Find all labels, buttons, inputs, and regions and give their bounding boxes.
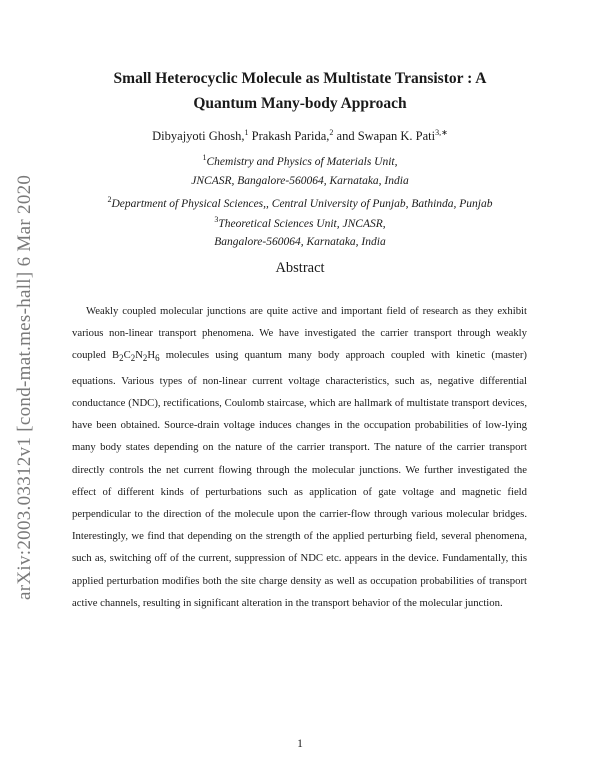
abstract-text-1: Weakly coupled molecular junctions are quite active and important field of research as they exhibit various non-linear transport phenomena. We have investigated the carrier transport through weakly coupled B: [72, 305, 527, 362]
affiliation-2-line-1: Department of Physical Sciences,, Central University of Punjab, Bathinda, Punjab: [111, 197, 493, 210]
abstract-text-2: molecules using quantum many body approach coupled with kinetic (master) equations. Various types of non-linear current voltage characteristics, such as, negative differential conductance (NDC), rectifications, Coulomb staircase, which are hallmark of multistate transport devices, have been obtained. Source-drain voltage induces changes in the occupation probabilities of low-lying many body states depending on the nature of the carrier transport. The nature of the carrier transport directly controls the net current flowing through the molecular junctions. We further investigated the effect of different kinds of perturbations such as application of gate voltage and magnetic field perpendicular to the direction of the molecule upon the carrier-flow through various molecular bridges. Interestingly, we find that depending on the strength of the applied perturbing field, several phenomena, such as, switching off of the current, suppression of NDC etc. appears in the device. Fundamentally, this applied perturbation modifies both the site charge density as well as occupation probabilities of transport active channels, resulting in significant alteration in the transport behavior of the molecular junction.: [72, 349, 527, 609]
page-number: 1: [297, 738, 303, 750]
formula-sub-c: 2: [130, 353, 136, 364]
affiliation-3-line-2: Bangalore-560064, Karnataka, India: [214, 236, 386, 248]
arxiv-stamp: arXiv:2003.03312v1 [cond-mat.mes-hall] 6 Mar 2020: [14, 174, 35, 600]
formula-c: C: [123, 349, 131, 362]
author-1: Dibyajyoti Ghosh,: [152, 129, 245, 144]
affiliation-1-line-1: Chemistry and Physics of Materials Unit,: [206, 155, 398, 168]
affiliation-2-mark: 2: [107, 195, 112, 204]
affiliation-1-line-2: JNCASR, Bangalore-560064, Karnataka, India: [191, 175, 409, 187]
authors: [0, 128, 600, 144]
affiliation-3: [0, 215, 600, 230]
author-2-affil: 2: [329, 128, 334, 137]
author-3: and Swapan K. Pati: [333, 129, 436, 144]
formula-sub-h: 6: [155, 353, 160, 364]
formula-sub-n: 2: [142, 353, 148, 364]
author-1-affil: 1: [244, 128, 249, 137]
author-3-affil: 3,∗: [435, 128, 448, 137]
formula-sub-b: 2: [119, 353, 124, 364]
abstract-body: [72, 300, 527, 614]
abstract-heading: Abstract: [275, 260, 325, 276]
affiliation-1-mark: 1: [202, 153, 207, 162]
author-2: Prakash Parida,: [248, 129, 330, 144]
formula-h: H: [147, 349, 156, 362]
title-line-2: Quantum Many-body Approach: [193, 95, 407, 112]
affiliation-1: [0, 153, 600, 168]
affiliation-3-line-1: Theoretical Sciences Unit, JNCASR,: [218, 217, 386, 230]
formula-n: N: [135, 349, 143, 362]
title-line-1: Small Heterocyclic Molecule as Multistate Transistor : A: [113, 70, 487, 87]
affiliation-3-mark: 3: [214, 215, 219, 224]
affiliation-2: [0, 195, 600, 210]
